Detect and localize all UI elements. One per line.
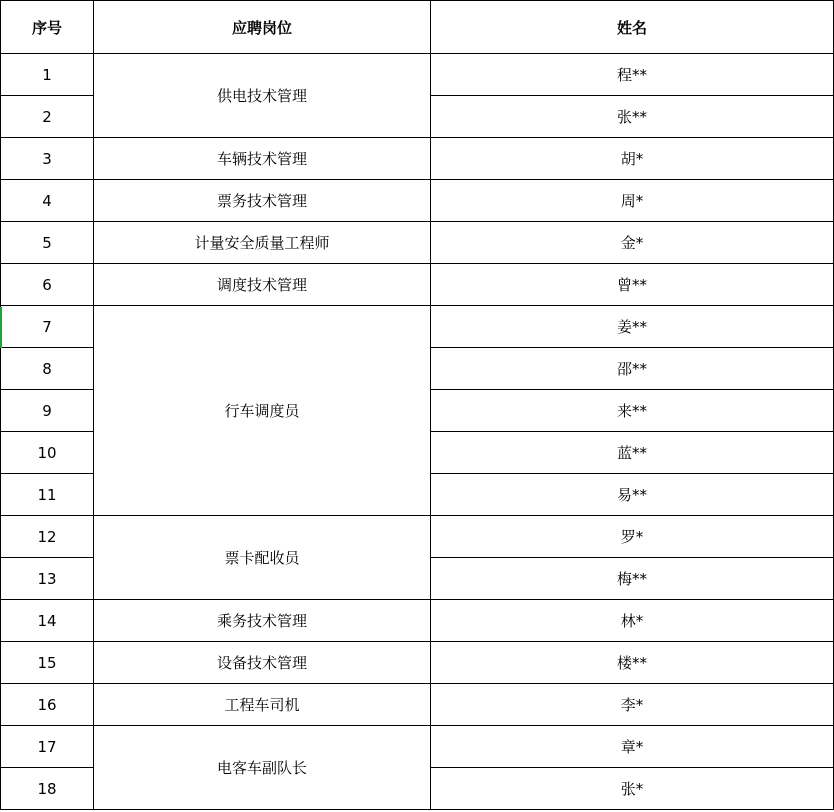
name-cell[interactable]: 楼**	[431, 642, 834, 684]
seq-cell[interactable]: 8	[1, 348, 94, 390]
seq-cell[interactable]: 10	[1, 432, 94, 474]
position-cell[interactable]: 乘务技术管理	[94, 600, 431, 642]
name-cell[interactable]: 曾**	[431, 264, 834, 306]
table-row	[1, 684, 834, 726]
name-cell[interactable]: 来**	[431, 390, 834, 432]
name-cell[interactable]: 周*	[431, 180, 834, 222]
table-row	[1, 516, 834, 558]
name-cell[interactable]: 金*	[431, 222, 834, 264]
table-row	[1, 264, 834, 306]
position-cell[interactable]: 调度技术管理	[94, 264, 431, 306]
name-cell[interactable]: 林*	[431, 600, 834, 642]
name-cell[interactable]: 易**	[431, 474, 834, 516]
position-cell[interactable]: 电客车副队长	[94, 726, 431, 810]
seq-cell[interactable]: 9	[1, 390, 94, 432]
table-row	[1, 222, 834, 264]
seq-cell[interactable]: 5	[1, 222, 94, 264]
table-row	[1, 600, 834, 642]
seq-cell[interactable]: 1	[1, 54, 94, 96]
position-cell[interactable]: 供电技术管理	[94, 54, 431, 138]
position-cell[interactable]: 票务技术管理	[94, 180, 431, 222]
name-cell[interactable]: 邵**	[431, 348, 834, 390]
header-seq[interactable]: 序号	[1, 1, 94, 54]
name-cell[interactable]: 梅**	[431, 558, 834, 600]
seq-cell[interactable]: 12	[1, 516, 94, 558]
seq-cell[interactable]: 3	[1, 138, 94, 180]
header-name[interactable]: 姓名	[431, 1, 834, 54]
table-row	[1, 54, 834, 96]
seq-cell[interactable]: 18	[1, 768, 94, 810]
seq-cell[interactable]: 15	[1, 642, 94, 684]
name-cell[interactable]: 李*	[431, 684, 834, 726]
name-cell[interactable]: 程**	[431, 54, 834, 96]
name-cell[interactable]: 蓝**	[431, 432, 834, 474]
header-position[interactable]: 应聘岗位	[94, 1, 431, 54]
table-row	[1, 726, 834, 768]
seq-cell[interactable]: 11	[1, 474, 94, 516]
seq-cell[interactable]: 13	[1, 558, 94, 600]
seq-cell[interactable]: 14	[1, 600, 94, 642]
table-row	[1, 138, 834, 180]
name-cell[interactable]: 张**	[431, 96, 834, 138]
position-cell[interactable]: 行车调度员	[94, 306, 431, 516]
position-cell[interactable]: 票卡配收员	[94, 516, 431, 600]
seq-cell[interactable]: 4	[1, 180, 94, 222]
seq-cell[interactable]: 16	[1, 684, 94, 726]
seq-cell[interactable]: 6	[1, 264, 94, 306]
position-cell[interactable]: 车辆技术管理	[94, 138, 431, 180]
header-row	[1, 1, 834, 54]
row-selection-marker	[0, 307, 2, 348]
table-row	[1, 180, 834, 222]
position-cell[interactable]: 计量安全质量工程师	[94, 222, 431, 264]
name-cell[interactable]: 姜**	[431, 306, 834, 348]
table-row	[1, 642, 834, 684]
position-cell[interactable]: 设备技术管理	[94, 642, 431, 684]
table-row	[1, 306, 834, 348]
position-cell[interactable]: 工程车司机	[94, 684, 431, 726]
seq-cell[interactable]: 2	[1, 96, 94, 138]
name-cell[interactable]: 胡*	[431, 138, 834, 180]
seq-cell[interactable]: 17	[1, 726, 94, 768]
name-cell[interactable]: 张*	[431, 768, 834, 810]
seq-cell[interactable]: 7	[1, 306, 94, 348]
name-cell[interactable]: 章*	[431, 726, 834, 768]
name-cell[interactable]: 罗*	[431, 516, 834, 558]
